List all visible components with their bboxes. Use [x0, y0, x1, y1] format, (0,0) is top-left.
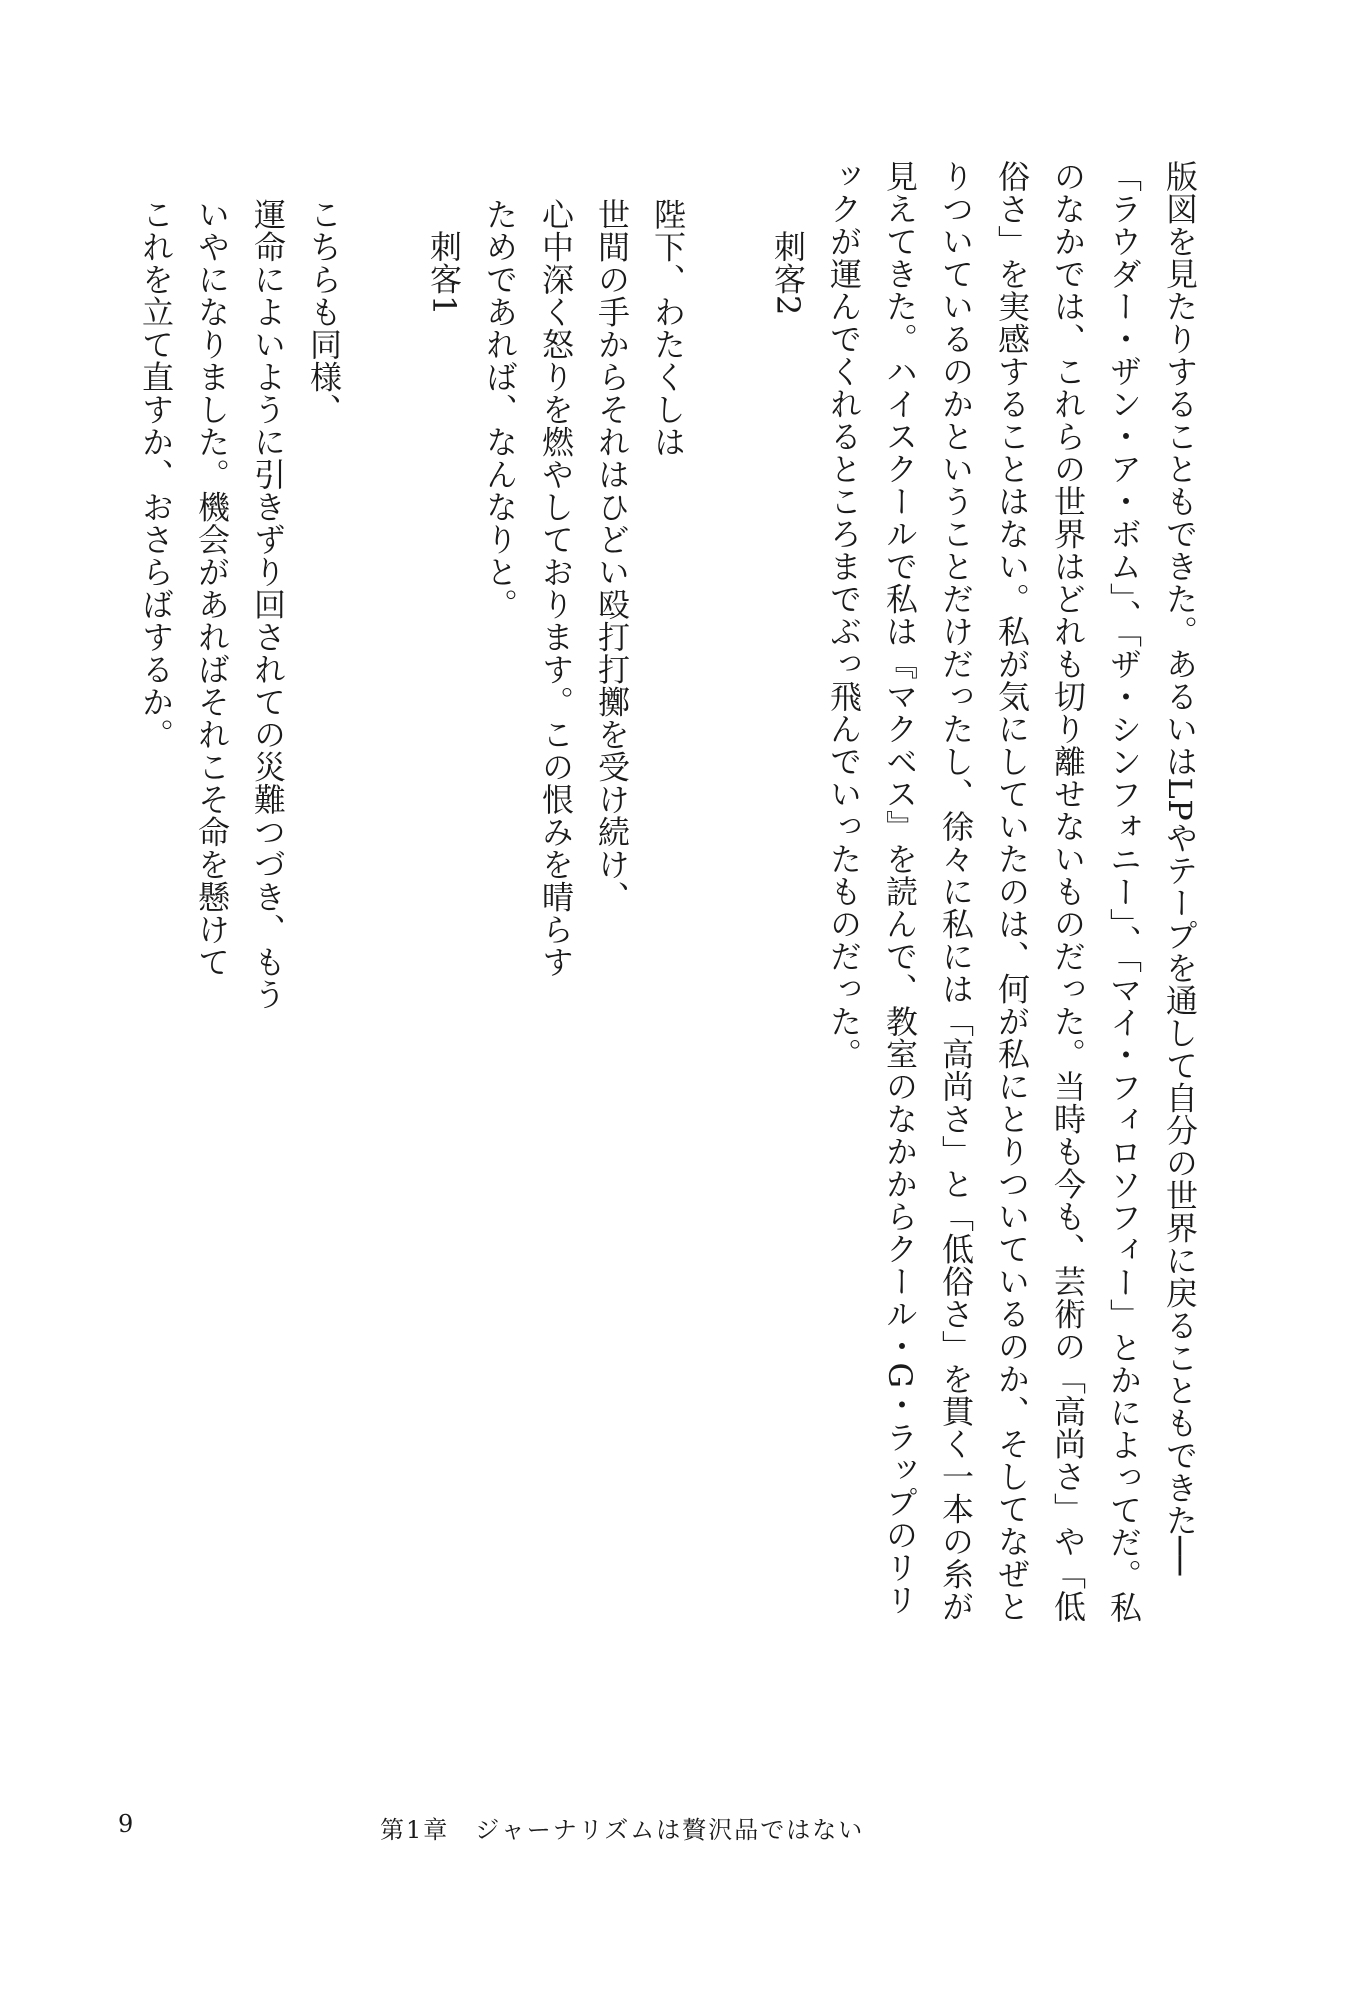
narrative-line: ックが運んでくれるところまでぶっ飛んでいったものだった。	[825, 160, 863, 1070]
dialogue-line: 世間の手からそれはひどい殴打打擲を受け続け、	[593, 198, 631, 913]
vertical-text-body	[108, 160, 1208, 1640]
dialogue-line: 陛下、わたくしは	[649, 198, 687, 458]
page-footer	[0, 1810, 1358, 1850]
narrative-line: 「ラウダー・ザン・ア・ボム」、「ザ・シンフォニー」、「マイ・フィロソフィー」とかによってだ。私	[1105, 160, 1143, 1624]
narrative-line: りついているのかということだけだったし、徐々に私には「高尚さ」と「低俗さ」を貫く一本の糸が	[937, 160, 975, 1623]
narrative-line: 版図を見たりすることもできた。あるいはLPやテープを通して自分の世界に戻ることもできた──	[1161, 160, 1199, 1576]
dialogue-line: ためであれば、なんなりと。	[481, 198, 519, 621]
dialogue-line: 心中深く怒りを燃やしております。この恨みを晴らす	[537, 198, 575, 978]
speaker-label: 刺客2	[769, 230, 807, 316]
dialogue-line: これを立て直すか、おさらばするか。	[137, 198, 175, 751]
dialogue-line: こちらも同様、	[305, 198, 343, 426]
running-head: 第1章 ジャーナリズムは贅沢品ではない	[380, 1816, 865, 1844]
dialogue-line: いやになりました。機会があればそれこそ命を懸けて	[193, 198, 231, 978]
dialogue-line: 運命によいように引きずり回されての災難つづき、もう	[249, 198, 287, 1011]
page-number: 9	[118, 1810, 134, 1838]
narrative-line: のなかでは、これらの世界はどれも切り離せないものだった。当時も今も、芸術の「高尚さ」や「低	[1049, 160, 1087, 1623]
narrative-line: 見えてきた。ハイスクールで私は『マクベス』を読んで、教室のなかからクール・G・ラップのリリ	[881, 160, 919, 1617]
narrative-line: 俗さ」を実感することはない。私が気にしていたのは、何が私にとりついているのか、そしてなぜと	[993, 160, 1031, 1623]
speaker-label: 刺客1	[425, 230, 463, 316]
